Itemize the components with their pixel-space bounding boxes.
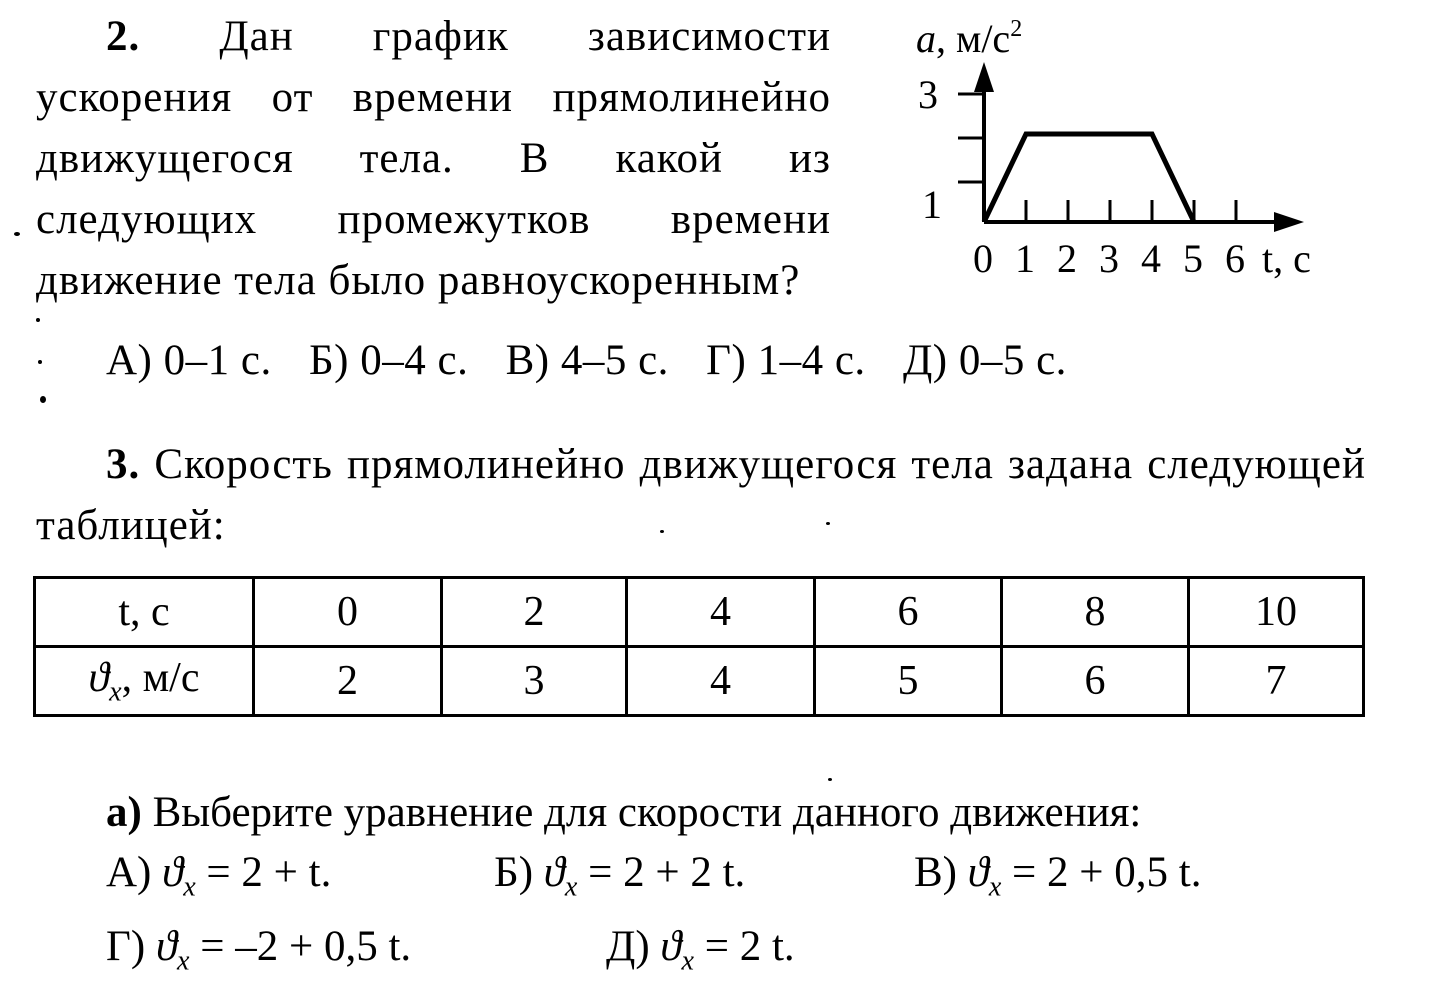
answer-option-v[interactable]: В) 4–5 с. [505, 337, 669, 384]
table-cell: 2 [254, 647, 442, 716]
x-tick-label: 3 [1099, 236, 1119, 281]
velocity-symbol: ϑ [162, 849, 184, 896]
table-cell: 5 [815, 647, 1002, 716]
answer-option-d[interactable]: Д) 0–5 с. [902, 337, 1067, 384]
problem-3-text [36, 434, 1366, 556]
table-header-time: t, с [35, 578, 254, 647]
option-letter: Д) [606, 923, 650, 970]
answer-option-g[interactable]: Г) 1–4 с. [706, 337, 866, 384]
x-tick-labels [973, 236, 1245, 281]
table-cell: 0 [254, 578, 442, 647]
table-cell: 6 [1002, 647, 1189, 716]
option-equation: = 2 + t. [195, 849, 332, 896]
velocity-subscript: x [681, 945, 694, 977]
problem-2-answers [106, 336, 1093, 385]
problem-3-number: 3. [106, 441, 141, 488]
x-axis-arrow [1274, 212, 1304, 232]
velocity-symbol: ϑ [660, 923, 682, 970]
table-cell: 3 [442, 647, 627, 716]
velocity-table [33, 576, 1365, 717]
velocity-symbol: ϑ [155, 923, 178, 970]
subquestion-a-text: Выберите уравнение для скорости данного движения: [152, 789, 1142, 836]
scan-speck [826, 522, 830, 525]
table-cell: 4 [627, 647, 815, 716]
option-letter: Б) [494, 849, 534, 896]
equation-option-v[interactable] [914, 848, 1202, 904]
y-axis-arrow [974, 62, 994, 92]
scan-speck [36, 318, 40, 322]
y-tick-label-3: 3 [918, 72, 938, 117]
x-tick-label: 1 [1015, 236, 1035, 281]
velocity-unit: , м/с [121, 654, 200, 701]
velocity-symbol: ϑ [967, 849, 989, 896]
table-cell: 8 [1002, 578, 1189, 647]
velocity-subscript: x [564, 871, 578, 903]
option-letter: А) [106, 849, 152, 896]
scan-speck [14, 232, 20, 236]
equation-option-g[interactable] [106, 922, 411, 978]
option-equation: = 2 t. [693, 923, 795, 970]
acceleration-series-line [984, 134, 1194, 222]
velocity-subscript: x [109, 676, 122, 708]
velocity-subscript: x [183, 871, 196, 903]
option-letter: В) [914, 849, 957, 896]
velocity-subscript: x [177, 945, 190, 977]
equation-option-d[interactable] [606, 922, 795, 978]
x-tick-label: 5 [1183, 236, 1203, 281]
scan-speck [828, 778, 832, 781]
table-row [35, 647, 1364, 716]
x-tick-label: 4 [1141, 236, 1161, 281]
answer-option-b[interactable]: Б) 0–4 с. [308, 337, 469, 384]
x-tick-label: 6 [1225, 236, 1245, 281]
table-cell: 10 [1189, 578, 1364, 647]
velocity-symbol: ϑ [543, 849, 565, 896]
velocity-symbol: ϑ [88, 654, 110, 701]
equation-option-a[interactable] [106, 848, 331, 904]
table-header-velocity [35, 647, 254, 716]
table-cell: 2 [442, 578, 627, 647]
chart-ylabel: a, $м/с^2$ [916, 16, 1023, 61]
acceleration-chart [900, 10, 1340, 285]
equation-option-b[interactable] [494, 848, 745, 904]
option-equation: = –2 + 0,5 t. [189, 923, 412, 970]
chart-xlabel: t, с [1262, 236, 1311, 281]
x-tick-label: 0 [973, 236, 993, 281]
x-tick-label: 2 [1057, 236, 1077, 281]
option-equation: = 2 + 0,5 t. [1001, 849, 1202, 896]
answer-option-a[interactable]: А) 0–1 с. [106, 337, 272, 384]
problem-2-text [36, 6, 831, 311]
option-letter: Г) [106, 923, 146, 970]
velocity-subscript: x [988, 871, 1002, 903]
problem-2-question: Дан график зависимости ускорения от времени прямолинейно движущегося тела. В какой из следующих промежутков времени движение тела было равноускоренным? [36, 13, 831, 304]
scan-speck [38, 360, 42, 364]
problem-3-question: Скорость прямолинейно движущегося тела задана следующей таблицей: [36, 441, 1366, 549]
option-equation: = 2 + 2 t. [577, 849, 746, 896]
table-cell: 6 [815, 578, 1002, 647]
scan-speck [40, 396, 46, 403]
subquestion-a [106, 788, 1141, 837]
subquestion-a-letter: а) [106, 789, 142, 836]
table-cell: 7 [1189, 647, 1364, 716]
table-cell: 4 [627, 578, 815, 647]
scan-speck [660, 530, 664, 533]
x-ticks [1026, 200, 1236, 222]
problem-2-number: 2. [106, 13, 141, 60]
y-tick-label-1: 1 [922, 182, 942, 227]
table-row [35, 578, 1364, 647]
